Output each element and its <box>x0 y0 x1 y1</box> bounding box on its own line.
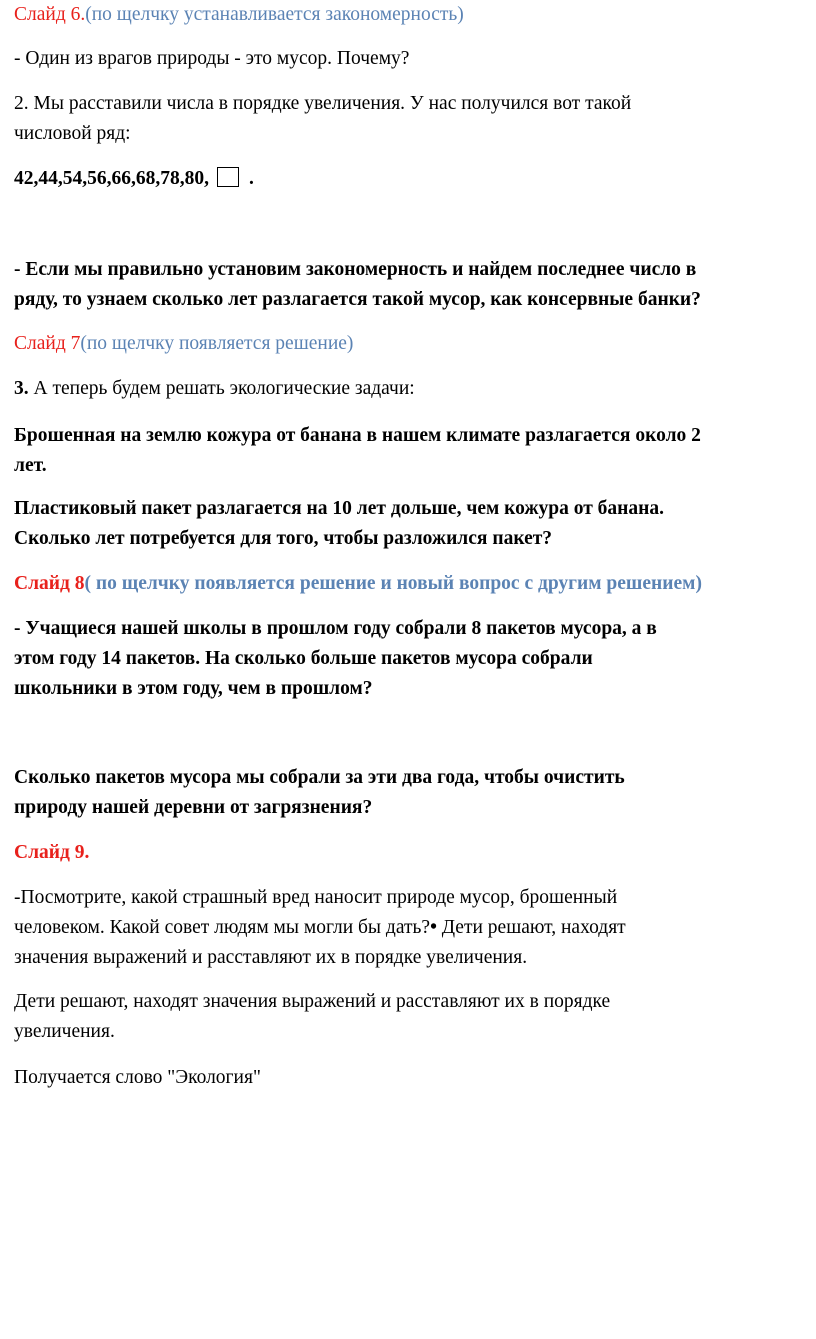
bullet-icon: • <box>430 917 437 938</box>
harm-line2b: Дети решают, находят <box>436 917 626 938</box>
harm-line1: -Посмотрите, какой страшный вред наносит природе мусор, брошенный <box>14 887 618 908</box>
harm-paragraph <box>14 883 626 973</box>
slide8-heading <box>14 569 702 599</box>
pattern-question-line2: ряду, то узнаем сколько лет разлагается такой мусор, как консервные банки? <box>14 289 701 310</box>
banana-line1: Брошенная на землю кожура от банана в нашем климате разлагается около 2 <box>14 425 701 446</box>
slide8-label: Слайд 8 <box>14 573 85 594</box>
item3-number: 3. <box>14 378 29 399</box>
trash-enemy-question: - Один из врагов природы - это мусор. Почему? <box>14 48 410 69</box>
slide9-label: Слайд 9. <box>14 842 90 863</box>
sequence-end: . <box>249 168 254 189</box>
plastic-line2: Сколько лет потребуется для того, чтобы разложился пакет? <box>14 528 553 549</box>
slide7-heading <box>14 329 353 359</box>
item2-line2: числовой ряд: <box>14 123 131 144</box>
item2-paragraph <box>14 89 631 149</box>
harm-line2 <box>14 913 626 943</box>
students-line1: - Учащиеся нашей школы в прошлом году собрали 8 пакетов мусора, а в <box>14 618 657 639</box>
item2-line1: 2. Мы расставили числа в порядке увеличения. У нас получился вот такой <box>14 93 632 114</box>
students-line2: этом году 14 пакетов. На сколько больше пакетов мусора собрали <box>14 648 593 669</box>
harm-line2a: человеком. Какой совет людям мы могли бы дать? <box>14 917 431 938</box>
students-problem <box>14 614 657 704</box>
sequence-numbers: 42,44,54,56,66,68,78,80, <box>14 168 209 189</box>
item3-paragraph <box>14 374 415 404</box>
plastic-line1: Пластиковый пакет разлагается на 10 лет дольше, чем кожура от банана. <box>14 498 665 519</box>
slide6-heading <box>14 0 464 30</box>
students-line3: школьники в этом году, чем в прошлом? <box>14 678 373 699</box>
slide6-note: (по щелчку устанавливается закономерность) <box>85 4 464 25</box>
result-line: Получается слово "Экология" <box>14 1067 261 1088</box>
slide8-note: ( по щелчку появляется решение и новый вопрос с другим решением) <box>84 573 702 594</box>
harm-line3: значения выражений и расставляют их в порядке увеличения. <box>14 947 528 968</box>
item3-text: А теперь будем решать экологические задачи: <box>28 378 415 399</box>
plastic-problem <box>14 494 664 554</box>
pattern-question-line1: - Если мы правильно установим закономерность и найдем последнее число в <box>14 259 697 280</box>
number-sequence <box>14 164 254 194</box>
banana-problem <box>14 421 701 481</box>
answer-box <box>217 167 239 187</box>
total-problem <box>14 763 625 823</box>
children-paragraph <box>14 987 610 1047</box>
banana-line2: лет. <box>14 455 47 476</box>
children-line2: увеличения. <box>14 1021 115 1042</box>
children-line1: Дети решают, находят значения выражений и расставляют их в порядке <box>14 991 611 1012</box>
total-line1: Сколько пакетов мусора мы собрали за эти два года, чтобы очистить <box>14 767 625 788</box>
slide7-note: (по щелчку появляется решение) <box>80 333 354 354</box>
pattern-question <box>14 255 701 315</box>
total-line2: природу нашей деревни от загрязнения? <box>14 797 373 818</box>
slide7-label: Слайд 7 <box>14 333 81 354</box>
slide6-label: Слайд 6. <box>14 4 86 25</box>
